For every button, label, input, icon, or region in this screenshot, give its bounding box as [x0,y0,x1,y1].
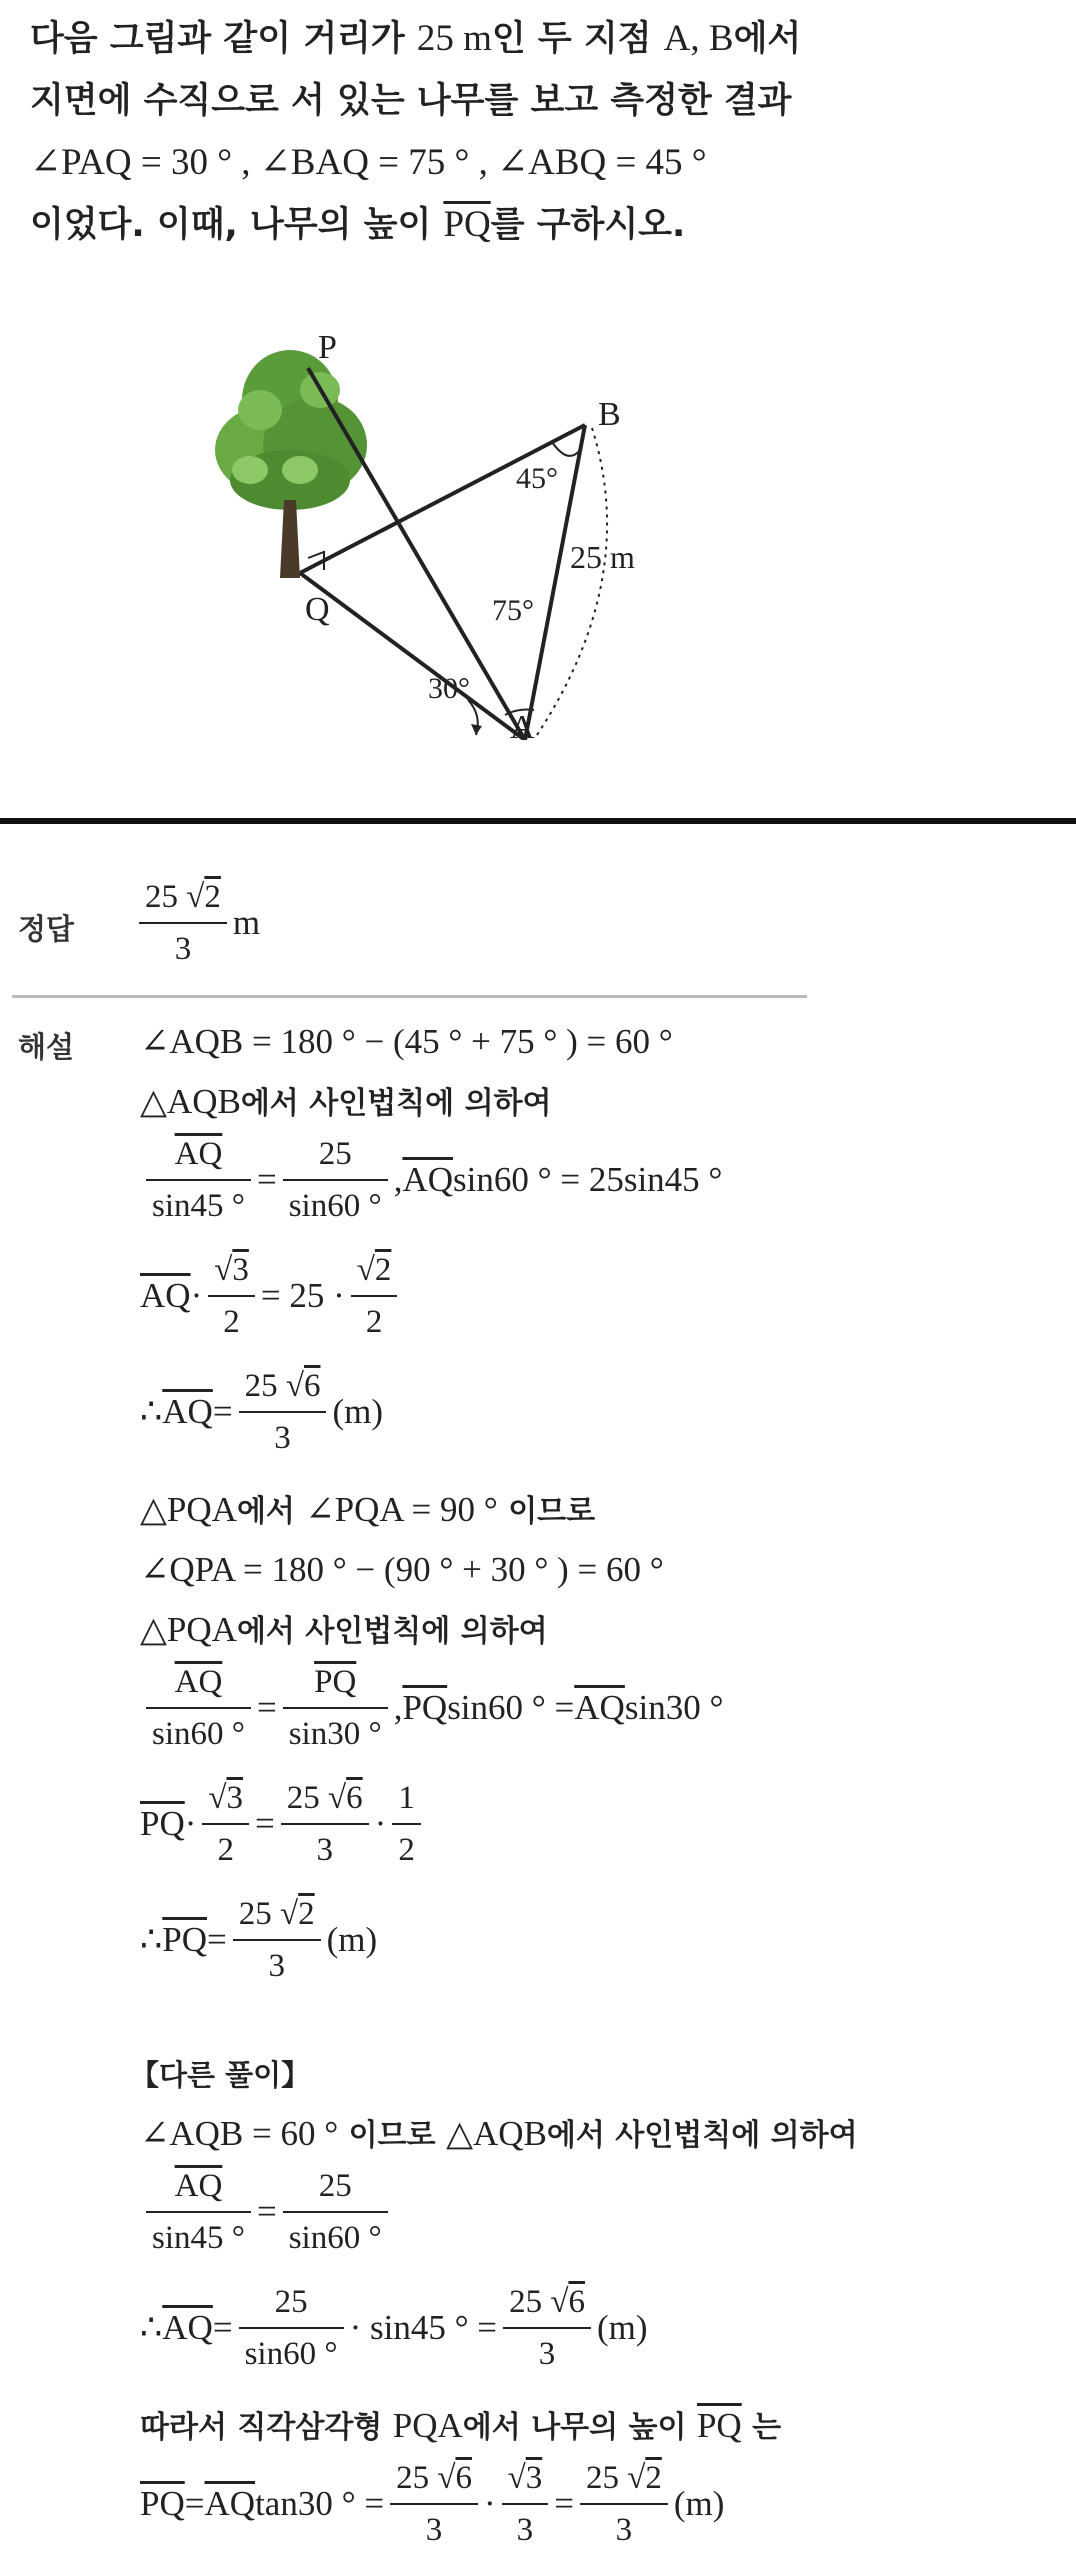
point-labels: A, B [663,18,734,59]
angle-label-a-30: 30° [428,672,470,705]
step-ratio-1: $\frac{\overline{AQ}}{\sin 45 ^\circ}$ = $\frac{25}{\sin 60 ^\circ}$ $,\overline{AQ}\sin 60$ ° = 25sin45 ° [140,1132,1050,1248]
diagram-svg [200,320,760,740]
problem-text: 이었다. 이때, 나무의 높이 [30,205,444,245]
problem-text: 를 구하시오. [490,205,686,245]
label-a: A [510,709,535,740]
angle-arc-b [552,442,580,456]
tree-crown [232,456,268,484]
spacer [140,2008,1050,2044]
step-ratio-2: $\frac{\overline{AQ}}{\sin 60 ^\circ}$ = $\frac{\overline{PQ}}{\sin 30 ^\circ}$ $,\overline{PQ}\sin 60$ ° $=\overline{AQ}\sin 30$ ° [140,1660,1050,1776]
step-substitute-2: $\overline{PQ}\cdot$ $\frac{√3}{2}$ = $\frac{25 √6}{3}$ · $\frac{1}{2}$ [140,1776,1050,1892]
step-result-aq: $\therefore\overline{AQ}=$ $\frac{25 √6}{3}$ (m) [140,1364,1050,1480]
section-divider [0,818,1076,824]
alt-step-final: $\overline{PQ}=\overline{AQ}\tan 30$ ° = $\frac{25 √6}{3}$ · $\frac{√3}{3}$ = $\frac{25 √2}{3}$ (m) [140,2456,1050,2572]
answer-row [18,875,1058,985]
distance-value: 25 m [416,18,492,59]
step-sine-law-pqa: △PQA에서 사인법칙에 의하여 [140,1610,548,1649]
angle-conditions: ∠PAQ = 30 ° , ∠BAQ = 75 ° , ∠ABQ = 45 ° [30,142,707,183]
step-right-angle: △PQA에서 ∠PQA = 90 ° 이므로 [140,1490,596,1529]
arrow-head [471,724,482,735]
tree-crown [238,390,282,430]
step-substitute-1: $\overline{AQ}\cdot$ $\frac{√3}{2}$ = 25 · $\frac{√2}{2}$ [140,1248,1050,1364]
problem-text: 다음 그림과 같이 거리가 [30,19,417,59]
problem-line-3 [30,132,1040,194]
answer-tag: 정답 [18,912,75,946]
segment-pq: $\overline{PQ}$ [443,204,491,245]
distance-label: 25 m [570,539,635,575]
problem-text: 에서 [733,19,802,59]
problem-line-1 [30,8,1040,70]
label-b: B [598,396,621,433]
answer-value [133,875,260,971]
solution-tag: 해설 [18,1030,75,1064]
problem-line-2: 지면에 수직으로 서 있는 나무를 보고 측정한 결과 [30,81,792,121]
tree-crown [282,456,318,484]
solution-body [130,1012,1050,2572]
step-sine-law-aqb: △AQB에서 사인법칙에 의하여 [140,1082,552,1121]
answer-separator [12,995,807,998]
angle-label-b: 45° [516,462,558,495]
problem-text: 인 두 지점 [491,19,664,59]
alt-step-1: ∠AQB = 60 ° 이므로 △AQB에서 사인법칙에 의하여 [140,2114,858,2153]
step-result-pq: $\therefore\overline{PQ}=$ $\frac{25 √2}{3}$ (m) [140,1892,1050,2008]
label-q: Q [305,591,330,628]
angle-label-a-75: 75° [492,594,534,627]
label-p: P [318,329,337,366]
problem-line-4 [30,194,1040,256]
step-angle-qpa: ∠QPA = 180 ° − (90 ° + 30 ° ) = 60 ° [140,1550,664,1589]
alt-solution-tag: 【다른 풀이】 [130,2058,311,2092]
step-angle-aqb: ∠AQB = 180 ° − (45 ° + 75 ° ) = 60 ° [140,1022,673,1061]
problem-statement [30,8,1040,256]
answer-fraction: $\frac{25 √2}{3}$ [139,875,227,971]
alt-step-aq: $\therefore\overline{AQ}=$ $\frac{25}{\sin 60 ^\circ}$ · sin45 ° = $\frac{25 √6}{3}$ (m) [140,2280,1050,2396]
tree-icon [215,350,367,578]
tree-diagram [200,320,760,740]
alt-step-conclusion: 따라서 직각삼각형 PQA에서 나무의 높이 $\overline{PQ}$ 는 [140,2406,782,2445]
answer-unit: m [232,903,261,942]
tree-trunk [280,500,300,578]
alt-step-ratio: $\frac{\overline{AQ}}{\sin 45 ^\circ}$ = $\frac{25}{\sin 60 ^\circ}$ [140,2164,1050,2280]
